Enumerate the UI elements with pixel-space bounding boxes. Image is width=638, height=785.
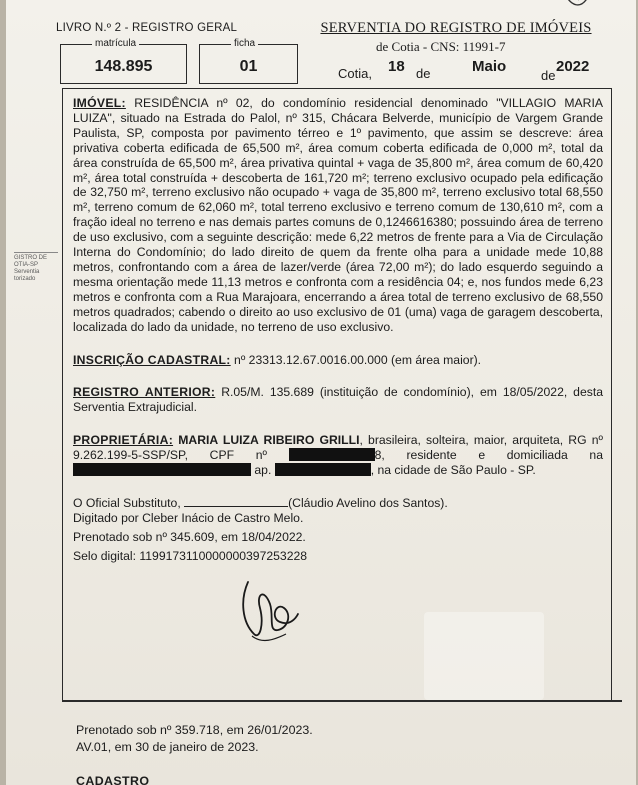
- livro-label: LIVRO N.º 2 - REGISTRO GERAL: [56, 22, 238, 34]
- redacted-address-2: [275, 463, 371, 476]
- matricula-label: matrícula: [92, 38, 139, 49]
- officer-line: [73, 496, 603, 511]
- proprietaria-text-4: , na cidade de São Paulo - SP.: [370, 463, 536, 478]
- imovel-label: IMÓVEL:: [73, 96, 126, 110]
- registry-document: [6, 0, 636, 785]
- prenotado-line: Prenotado sob nº 345.609, em 18/04/2022.: [73, 529, 306, 544]
- date-month: Maio: [472, 58, 507, 75]
- selo-line: Selo digital: 1199173110000000397253228: [73, 548, 308, 563]
- imovel-paragraph: [73, 96, 603, 335]
- imovel-text: RESIDÊNCIA nº 02, do condomínio residencial denominado "VILLAGIO MARIA LUIZA", situado na Estrada do Palol, nº 315, Chácara Belverde, município de Vargem Grande Paulista, SP, composta por pavimento térreo e 1º pavimento, que assim se descreve: área privativa coberta edificada de 65,500 m², área comum coberta edificada de 0,000 m², total da área construída de 65,500 m², área privativa quintal + vaga de 35,800 m², área comum de 60,420 m², área total construída + descoberta de 161,720 m²; terreno exclusivo ocupado pela edificação de 32,750 m², terreno exclusivo não ocupado + vaga de 35,800 m², terreno exclusivo total 68,550 m², terreno comum de 62,060 m², total terreno exclusivo e terreno comum de 130,610 m², com a fração ideal no terreno e nas demais partes comuns de 0,1246616380; possuindo área de terreno de uso exclusivo, com a seguinte descrição: mede 6,22 metros de frente para a Via de Circulação Interna do Condomínio; do lado direito de quem da frente olha para a unidade mede 10,88 metros, confrontando com a área de lazer/verde (área 72,00 m²); do lado esquerdo seguindo a mesma orientação mede 11,13 metros e confronta com a residência 04; e, nos fundos mede 6,23 metros e confronta com a Rua Marajoara, encerrando a área total de terreno exclusivo de 68,550 metros quadrados; cabendo o direito ao uso exclusivo de 01 (uma) vaga de garagem descoberta, localizada do lado da unidade, no terreno de uso exclusivo.: [73, 96, 603, 334]
- serventia-title: SERVENTIA DO REGISTRO DE IMÓVEIS: [320, 20, 592, 36]
- stamp-line-2: OTIA-SP: [14, 262, 39, 268]
- handwritten-mark: [562, 0, 592, 12]
- proprietaria-paragraph: [73, 433, 603, 478]
- date-city: Cotia,: [338, 66, 372, 81]
- footer-entries: [76, 722, 313, 756]
- redacted-cpf: [289, 448, 375, 461]
- stamp-line-1: GISTRO DE: [14, 255, 48, 261]
- matricula-box: [60, 44, 187, 84]
- redacted-address: [73, 463, 251, 476]
- inscricao-text: nº 23313.12.67.0016.00.000 (em área maior).: [230, 352, 482, 367]
- cadastro-heading: CADASTRO: [76, 774, 150, 785]
- serventia-subtitle: de Cotia - CNS: 11991-7: [376, 39, 506, 54]
- proprietaria-text-3: ap.: [251, 463, 275, 478]
- registro-text: R.05/M. 135.689 (instituição de condomínio), em 18/05/2022, desta Serventia Extrajudicial.: [73, 385, 603, 415]
- signature-line: [184, 506, 288, 507]
- date-year: 2022: [556, 58, 590, 75]
- ficha-box: [199, 44, 298, 84]
- digitado-line: Digitado por Cleber Inácio de Castro Melo.: [73, 510, 304, 525]
- document-body: [73, 96, 603, 564]
- stamp-line-3: Serventia: [14, 269, 40, 275]
- registro-paragraph: [73, 385, 603, 415]
- faded-seal: [424, 612, 544, 700]
- date-day: 18: [388, 58, 405, 75]
- inscricao-paragraph: [73, 353, 603, 368]
- proprietaria-label: PROPRIETÁRIA:: [73, 433, 174, 448]
- stamp-line-4: torizado: [14, 276, 36, 282]
- side-stamp: [14, 252, 58, 283]
- officer-prefix: O Oficial Substituto,: [73, 495, 185, 510]
- footer-prenotado: Prenotado sob nº 359.718, em 26/01/2023.: [76, 723, 313, 737]
- section-divider: [62, 700, 622, 702]
- registro-label: REGISTRO ANTERIOR:: [73, 385, 216, 400]
- ficha-value: 01: [239, 58, 258, 75]
- footer-av: AV.01, em 30 de janeiro de 2023.: [76, 740, 259, 754]
- ficha-label: ficha: [231, 38, 258, 49]
- proprietaria-name: MARIA LUIZA RIBEIRO GRILLI: [173, 433, 360, 448]
- signature-icon: [234, 574, 304, 646]
- date-de-2: de: [541, 68, 556, 83]
- proprietaria-text-1: , brasileira, solteira, maior, arquiteta, RG nº 9.262.199-5-SSP/SP, CPF nº: [73, 433, 604, 463]
- matricula-value: 148.895: [94, 58, 153, 75]
- date-de-1: de: [416, 66, 431, 81]
- officer-name: (Cláudio Avelino dos Santos).: [288, 495, 448, 510]
- inscricao-label: INSCRIÇÃO CADASTRAL:: [73, 352, 231, 367]
- proprietaria-text-2: 8, residente e domiciliada na: [374, 448, 603, 463]
